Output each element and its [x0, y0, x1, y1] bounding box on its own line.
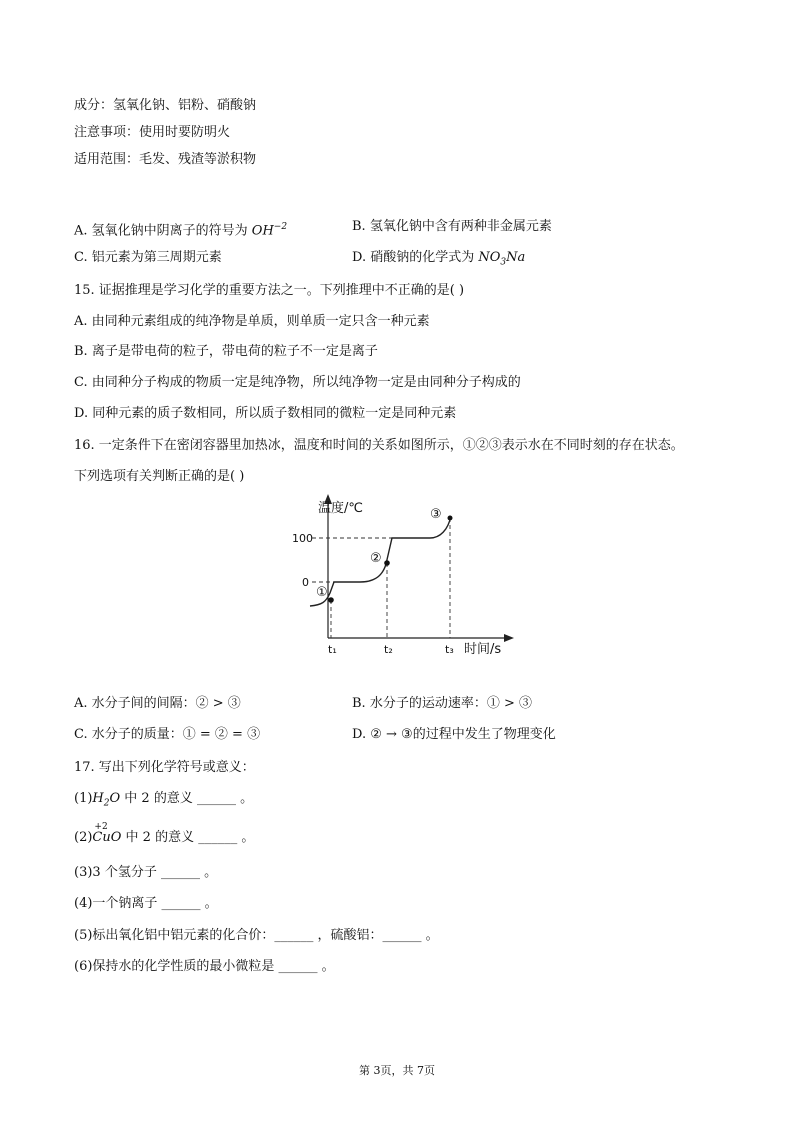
q17-sub-1-formula-2: O: [109, 791, 121, 806]
q17-sub-2-valence: +2: [94, 822, 108, 832]
q15-option-a: A. 由同种元素组成的纯净物是单质，则单质一定只含一种元素: [74, 314, 430, 329]
label-caution: 注意事项：使用时要防明火: [74, 125, 231, 140]
q14-option-d-formula-2: Na: [506, 250, 526, 265]
q14-option-d-formula-1: NO: [478, 250, 501, 265]
x-tick-t1: t₁: [328, 643, 337, 656]
y-tick-0: 0: [302, 576, 309, 589]
q15-option-b: B. 离子是带电荷的粒子，带电荷的粒子不一定是离子: [74, 344, 378, 359]
q14-option-d: [352, 249, 525, 272]
page-footer: 第 3页，共 7页: [359, 1064, 435, 1077]
x-tick-t2: t₂: [384, 643, 393, 656]
q17-sub-2-post: 中 2 的意义 ______ 。: [121, 830, 255, 845]
q17-sub-1-pre: (1): [74, 791, 93, 806]
x-axis-arrow: [504, 634, 514, 642]
q17-sub-5: (5)标出氧化铝中铝元素的化合价：______ ，硫酸铝：______ 。: [74, 928, 439, 943]
q17-sub-2-pre: (2): [74, 830, 93, 845]
q17-stem: 17. 写出下列化学符号或意义：: [74, 760, 255, 775]
point-1: [328, 597, 334, 603]
x-tick-t3: t₃: [445, 643, 454, 656]
q14-option-a: [74, 218, 287, 240]
y-tick-100: 100: [292, 532, 313, 545]
q16-option-c: C. 水分子的质量：① = ② = ③: [74, 727, 261, 742]
q14-option-a-sup: −2: [273, 222, 288, 232]
q16-stem-line-1: 16. 一定条件下在密闭容器里加热冰，温度和时间的关系如图所示，①②③表示水在不同时刻的存在状态。: [74, 438, 684, 453]
q16-stem-line-2: 下列选项有关判断正确的是( ): [74, 469, 245, 484]
y-axis-label: 温度/℃: [318, 501, 363, 516]
q14-option-b: B. 氢氧化钠中含有两种非金属元素: [352, 219, 552, 234]
marker-1: ①: [316, 585, 328, 600]
label-scope: 适用范围：毛发、残渣等淤积物: [74, 152, 257, 167]
q17-sub-2-formula: CuO: [92, 830, 122, 845]
q16-option-b: B. 水分子的运动速率：① > ③: [352, 696, 532, 711]
temperature-time-chart: [280, 490, 520, 660]
marker-3: ③: [430, 507, 442, 522]
q17-sub-2: [74, 822, 255, 847]
point-2: [384, 560, 390, 566]
q15-option-d: D. 同种元素的质子数相同，所以质子数相同的微粒一定是同种元素: [74, 406, 457, 421]
q17-sub-1-formula-1: H: [92, 791, 104, 806]
q17-sub-3: (3)3 个氢分子 ______ 。: [74, 865, 218, 880]
q16-option-d: D. ② → ③的过程中发生了物理变化: [352, 727, 556, 742]
q16-option-a: A. 水分子间的间隔：② > ③: [74, 696, 241, 711]
q14-option-a-formula: OH: [251, 223, 274, 239]
q17-sub-6: (6)保持水的化学性质的最小微粒是 ______ 。: [74, 959, 335, 974]
x-axis-label: 时间/s: [464, 642, 502, 657]
marker-2: ②: [370, 551, 382, 566]
q14-option-d-text: D. 硝酸钠的化学式为: [352, 250, 479, 265]
q17-sub-4: (4)一个钠离子 ______ 。: [74, 896, 218, 911]
point-3: [448, 516, 453, 521]
q14-option-d-sub: 3: [500, 257, 507, 268]
q17-sub-2-formula-wrap: [92, 822, 122, 847]
q15-option-c: C. 由同种分子构成的物质一定是纯净物，所以纯净物一定是由同种分子构成的: [74, 375, 521, 390]
q14-option-a-text: A. 氢氧化钠中阴离子的符号为: [74, 223, 252, 239]
q17-sub-1-formula-sub: 2: [103, 798, 110, 809]
q14-option-c: C. 铝元素为第三周期元素: [74, 250, 222, 265]
q17-sub-1-post: 中 2 的意义 ______ 。: [120, 791, 254, 806]
q17-sub-1: [74, 790, 253, 813]
q15-stem: 15. 证据推理是学习化学的重要方法之一。下列推理中不正确的是( ): [74, 283, 465, 298]
label-components: 成分：氢氧化钠、铝粉、硝酸钠: [74, 98, 257, 113]
